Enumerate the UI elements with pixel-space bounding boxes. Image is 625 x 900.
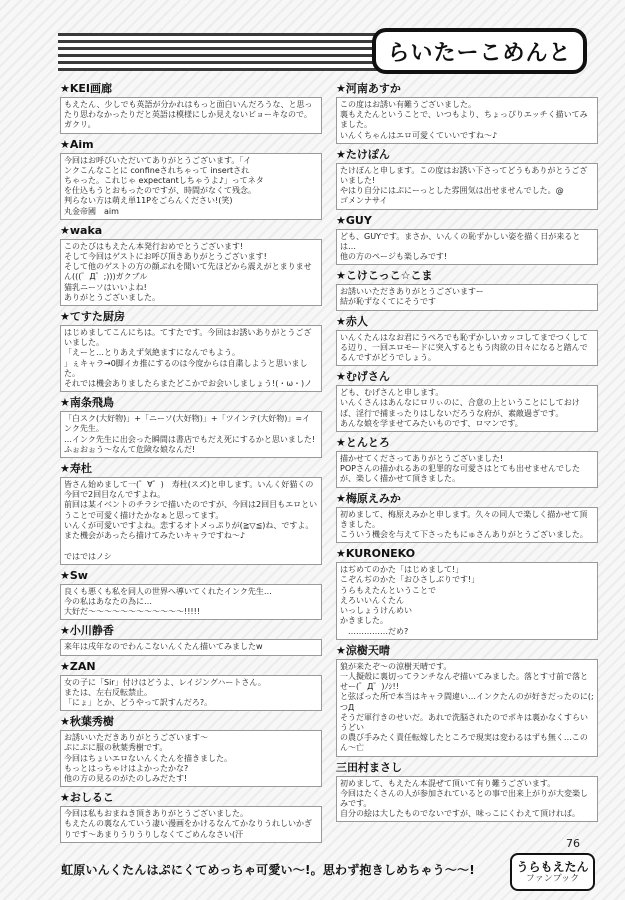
comment-box [336,163,598,210]
logo-sub-text: ファンブック [525,873,580,884]
comment-box [336,562,598,639]
comment-author: ★たけぽん [336,147,390,161]
comment-text: はぢめてのかた「はじめまして!」 こぞんぢのかた「おひさしぶりです!」 うらもえたんということで えろいいんくたん いっしょうけんめい かきました。 ……………だめ? [340,565,480,636]
comment-entry [60,310,322,392]
comment-author: ★こけこっこ☆こま [336,269,433,283]
comment-author: ★ZAN [60,659,96,673]
comment-text: 狼が来たぞ〜の涼樹天晴です。 一人擬殻に裏切ってランチなんぞ描いてみました。落とす寸前で落とせー(゜Д゜)ﾉｼ!! と弦ばった所で本当はキャラ間違い…インクたんのが好きだったのに(;つД そうだ軍行きのせいだ。あれで洗脳されたのでポキは裏かなくすらいうどい の農び手みたく責任転嫁したところで現実は変わるはずも無く…このん〜亡 [340,661,594,753]
comment-entry [60,138,322,220]
comment-text: 今回は私もおまねき頂きありがとうございました。 もえたんの裏なんていう凄い漫画をかけるなんてかなりうれしいかぎりです〜あまりうりうりしなくてごめんなさい(汗 [64,809,312,839]
comment-entry [60,462,322,565]
comment-text: 今回はお呼びいただいてありがとうございます。「イ ンクこんなことに confineされちゃって insertされ ちゃった。これじゃ expectantしちゃうよ♪」ってネタ を仕込もうとおもったのですが、時間がなくて残念。 判らない方は萌え単11Pをごらんください!(笑) 丸金帝國 aim [64,155,264,216]
comment-text: たけぽんと申します。この度はお誘い下さってどうもありがとうございました! やはり自分にはぷにーっとした雰囲気は出せませんでした。@ ゴメンナサイ [340,165,588,206]
comment-entry [60,224,322,306]
comment-author: ★KURONEKO [336,547,416,561]
comment-author: ★梅原えみか [336,491,401,505]
comment-text: お誘いいただきありがとうございますー 結が恥ずなくてにそうです [340,287,484,307]
left-comment-column [60,82,322,877]
comment-text: このたびはもえたん本発行おめでとうございます! そして今回はゲストにお呼び頂きありがとうございます! そして他のゲストの方の顔ぶれを聞いて先ほどから震えがとまりません(((゜Д゜;)))ガクブル 猫乳ニーソはいいよね! ありがとうございました。 [64,241,312,302]
comment-box [60,675,322,712]
comment-text: 皆さん始めまして一(゜∀゜) 寿杜(スズ)と申します。いんく好猫くの今回で2回目なんですよね。 前回は某イベントのチラシで描いたのですが、今回は2回目もエロということで可愛く描けたかなぁと思ってます。 いんくが可愛いですよね。恋するオトメっぷりが(≧▽≦)ね、ですよ。 また機会があったら描けてみたいキャラですね〜♪ ではではノシ [64,480,318,561]
comment-box [60,239,322,306]
comment-box [336,659,598,757]
comment-entry [336,214,598,266]
comment-text: 来年は戌年なのでわんこないんくたん描いてみましたw [64,642,263,652]
comment-author: ★Aim [60,137,94,151]
comment-text: この度はお誘い有難うございました。 裏もえたんということで、いつもより、ちょっぴりエッチく描いてみました。 いんくちゃんはエロ可愛くていいですね〜♪ [340,100,588,140]
comment-entry [60,715,322,787]
comment-text: 初めまして、もえたん本混ぜて頂いて有り難うございます。 今回はたくさんの人が参加されているとの事で出来上がりが大変楽しみです。 自分の絵は大したものでないですが、味っこにくわえて頂ければ。 [340,778,588,819]
comment-entry [60,569,322,621]
comment-box [336,284,598,310]
comment-box [60,639,322,655]
comment-author: ★小川静香 [60,624,114,638]
comment-text: ども、GUYです。まさか、いんくの恥ずかしい姿を描く日が来るとは… 他の方のページも楽しみです! [340,231,581,262]
book-logo [510,853,595,891]
comment-author: ★秋葉秀樹 [60,715,114,729]
comment-entry [336,269,598,310]
comment-entry [336,436,598,488]
comment-text: 「白スク(大好物)」+「ニーソ(大好物)」+「ツインテ(大好物)」=インク先生。 …インク先生に出会った瞬間は書店でもだえ死にするかと思いました! ふぉおぉう〜なんて危険な娘なんだ! [64,414,316,454]
comment-box [336,451,598,488]
comment-author: ★てすた厨房 [60,310,125,324]
footer-tagline-band [28,857,508,881]
comment-author: ★赤人 [336,314,368,328]
comment-author: ★KEI画廊 [60,82,112,95]
comment-entry [60,82,322,134]
comment-author: ★waka [60,223,103,237]
comment-box [336,97,598,144]
comment-entry [336,492,598,544]
logo-main-text: うらもえたん [516,859,589,874]
comment-box [60,806,322,843]
comment-box [336,776,598,823]
comment-box [60,411,322,458]
comment-box [60,97,322,134]
comment-entry [336,761,598,823]
comment-text: お誘いいただきありがとうございます〜 ぷにぷに服の秋葉秀樹です。 今回はちょいエロないんくたんを描きました。 もっとはっちゃけはよかったかな? 他の方の見るのがたのしみだたす! [64,733,232,783]
comment-author: 三田村まさし [336,760,402,774]
comment-entry [336,370,598,432]
comment-author: ★Sw [60,568,88,582]
comment-text: 初めまして、梅原えみかと申します。久々の同人で楽しく描かせて頂きました。 こういう機会を与えて下さったもにゅさんありがとうございました。 [340,509,588,540]
comment-author: ★GUY [336,213,372,227]
comment-entry [336,315,598,367]
comment-box [60,730,322,787]
comment-author: ★とんとろ [336,436,390,450]
comment-entry [336,547,598,639]
comment-box [336,229,598,266]
comment-text: 女の子に「Sir」付けはどうよ、レイジングハートさん。 または、左右反転禁止。 「にょ」とか、どうやって訳すんだろ?。 [64,677,266,707]
comment-text: 描かせてくださってありがとうございました! POPさんの描かれるあの犯罪的な可愛さはとても出せませんでしたが、楽しく描かせて頂きました。 [340,454,580,484]
comment-author: ★むげさん [336,370,390,384]
comment-entry [60,624,322,655]
comment-box [60,584,322,621]
comment-box [60,325,322,392]
comment-box [60,477,322,565]
comment-entry [336,148,598,210]
comment-box [60,153,322,220]
header-stripes [58,33,388,71]
comment-entry [60,660,322,712]
page-title: らいたーこめんと [372,28,587,74]
right-comment-column [336,82,598,852]
comment-entry [60,791,322,843]
comment-author: ★南条飛鳥 [60,396,114,410]
comment-box [336,330,598,367]
comment-author: ★涼樹天晴 [336,643,390,657]
comment-text: はじめましてこんにちは。てすたです。今回はお誘いありがとうございました。 「えーと…とりあえず気絶ますになんでもよう。 」ぇキャラ→0脚イカ推にするのは今度からは自粛しようと思いました。 それでは機会ありましたらまたどこかでお会いしましょう!(・ω・)ノ [64,328,313,389]
comment-box [336,385,598,432]
comment-text: ども、むげさんと申します。 いんくさんはあんなにロリぃのに、合意の上ということにしておけば、淫行で捕まったりはしないだろうな府が、素敵過ぎです。 あんな娘を学ませてみたいものです、ロマンです。 [340,388,580,428]
page-number: 76 [566,837,580,850]
comment-author: ★河南あすか [336,82,401,95]
footer-tagline: 虹原いんくたんはぷにくてめっちゃ可愛い〜!。思わず抱きしめちゃう〜〜! [61,862,475,877]
comment-text: もえたん、少しでも英語が分かれはもっと面白いんだろうな、と思ったり思わなかったりだと英語は模様にしか見えないビョーキなので。ガクリ。 [64,100,313,130]
comment-box [336,507,598,544]
comment-text: いんくたんはなお君にうぺろでも恥ずかしいカッコしてまでつくしてる辺り、一回エロモードに突入するともう肉欲の日々になると踏んでるんですがどうでしょう。 [340,332,588,363]
comment-text: 良くも悪くも私を同人の世界へ導いてくれたインク先生… 今の私はあなたの為に… 大好だ〜〜〜〜〜〜〜〜〜〜〜〜!!!!! [64,586,272,617]
comment-entry [60,396,322,458]
comment-author: ★おしるこ [60,791,114,805]
comment-entry [336,82,598,144]
comment-author: ★寿杜 [60,462,92,476]
comment-entry [336,644,598,757]
